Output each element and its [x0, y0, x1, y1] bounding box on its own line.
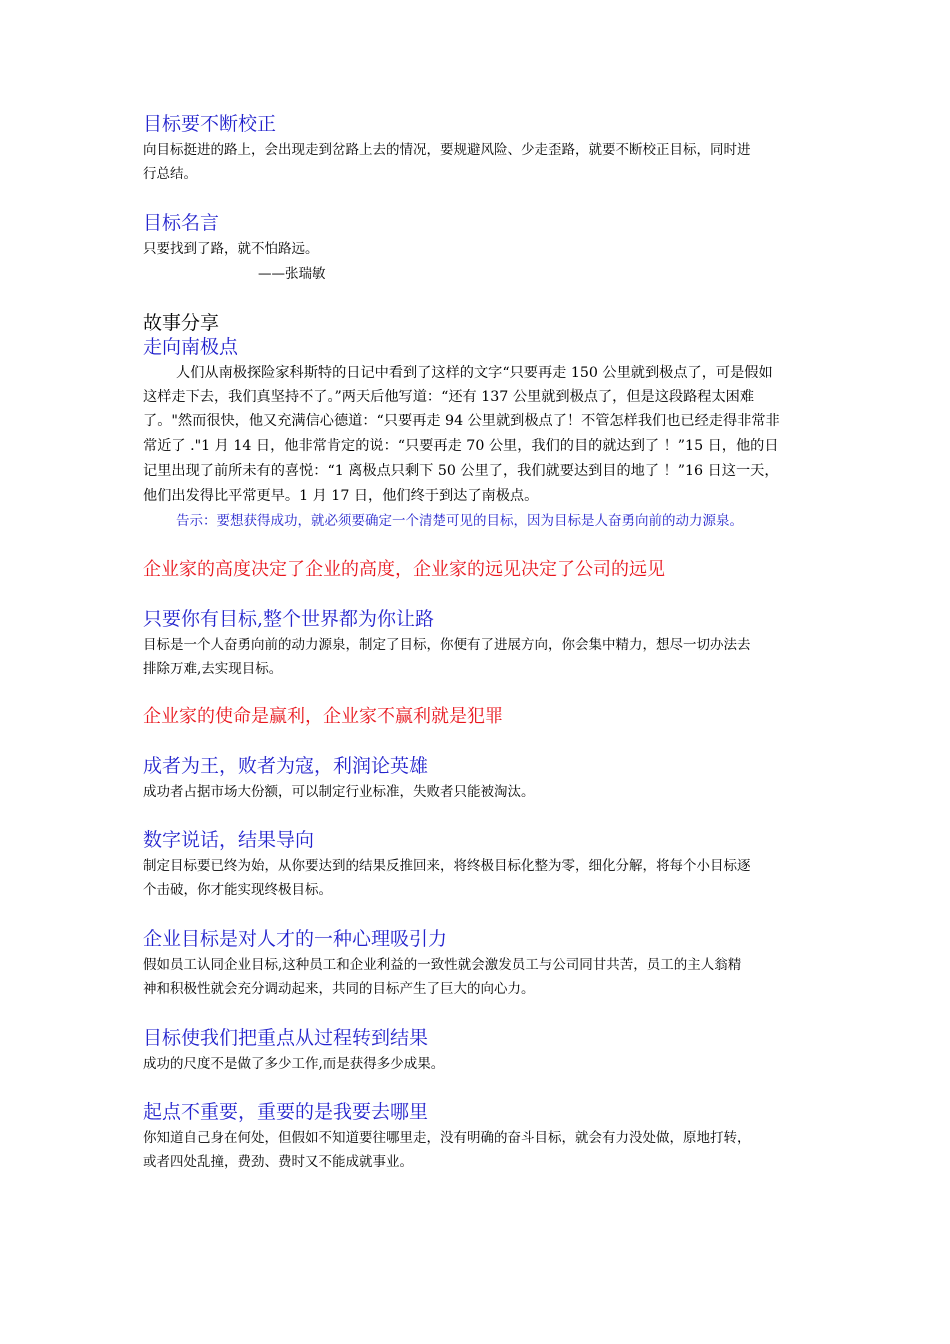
paragraph-line: 制定目标要已终为始，从你要达到的结果反推回来，将终极目标化整为零，细化分解，将每个小目标逐 — [143, 858, 751, 874]
story-line: 这样走下去，我们真坚持不了。”两天后他写道：“还有 137 公里就到极点了，但是这段路程太困难 — [143, 389, 755, 405]
story-line: 常近了 ."1 月 14 日，他非常肯定的说：“只要再走 70 公里，我们的目的就达到了 ！”15 日，他的日 — [143, 438, 779, 454]
heading-numbers-speak: 数字说话，结果导向 — [143, 829, 315, 851]
heading-goal-quote: 目标名言 — [143, 212, 220, 234]
paragraph-line: 或者四处乱撞，费劲、费时又不能成就事业。 — [143, 1154, 413, 1170]
heading-winners-kings: 成者为王，败者为寇，利润论英雄 — [143, 755, 429, 777]
quote-author: ——张瑞敏 — [258, 266, 326, 282]
paragraph-line: 排除万难,去实现目标。 — [143, 661, 283, 677]
paragraph-line: 目标是一个人奋勇向前的动力源泉，制定了目标，你便有了进展方向，你会集中精力，想尽一切办法去 — [143, 637, 751, 653]
heading-world-makes-way: 只要你有目标,整个世界都为你让路 — [143, 608, 435, 630]
paragraph-line: 向目标挺进的路上，会出现走到岔路上去的情况，要规避风险、少走歪路，就要不断校正目标，同时进 — [143, 142, 751, 158]
paragraph-line: 神和积极性就会充分调动起来，共同的目标产生了巨大的向心力。 — [143, 981, 535, 997]
story-line: 了。"然而很快，他又充满信心德道：“只要再走 94 公里就到极点了！不管怎样我们也已经走得非常非 — [143, 413, 780, 429]
heading-correct-goal: 目标要不断校正 — [143, 113, 277, 135]
heading-entrepreneur-mission: 企业家的使命是赢利，企业家不赢利就是犯罪 — [143, 706, 503, 727]
paragraph-line: 行总结。 — [143, 166, 197, 182]
heading-story-title: 走向南极点 — [143, 336, 239, 358]
paragraph-line: 你知道自己身在何处，但假如不知道要往哪里走，没有明确的奋斗目标，就会有力没处做，原地打转， — [143, 1130, 751, 1146]
heading-where-to-go: 起点不重要，重要的是我要去哪里 — [143, 1101, 429, 1123]
story-label: 故事分享 — [143, 312, 220, 334]
heading-entrepreneur-height: 企业家的高度决定了企业的高度，企业家的远见决定了公司的远见 — [143, 559, 665, 580]
paragraph-line: 假如员工认同企业目标,这种员工和企业利益的一致性就会激发员工与公司同甘共苦，员工的主人翁精 — [143, 957, 742, 973]
quote-text: 只要找到了路，就不怕路远。 — [143, 241, 319, 257]
paragraph-line: 成功者占据市场大份额，可以制定行业标准，失败者只能被淘汰。 — [143, 784, 535, 800]
story-line: 记里出现了前所未有的喜悦：“1 离极点只剩下 50 公里了，我们就要达到目的地了 ！”16 日这一天， — [143, 463, 779, 479]
heading-process-to-result: 目标使我们把重点从过程转到结果 — [143, 1027, 429, 1049]
paragraph-line: 个击破，你才能实现终极目标。 — [143, 882, 332, 898]
story-tip: 告示：要想获得成功，就必须要确定一个清楚可见的目标，因为目标是人奋勇向前的动力源泉。 — [176, 513, 743, 529]
story-line: 他们出发得比平常更早。1 月 17 日，他们终于到达了南极点。 — [143, 488, 539, 504]
heading-talent-attraction: 企业目标是对人才的一种心理吸引力 — [143, 928, 448, 950]
story-line: 人们从南极探险家科斯特的日记中看到了这样的文字“只要再走 150 公里就到极点了，可是假如 — [176, 365, 773, 381]
paragraph-line: 成功的尺度不是做了多少工作,而是获得多少成果。 — [143, 1056, 445, 1072]
